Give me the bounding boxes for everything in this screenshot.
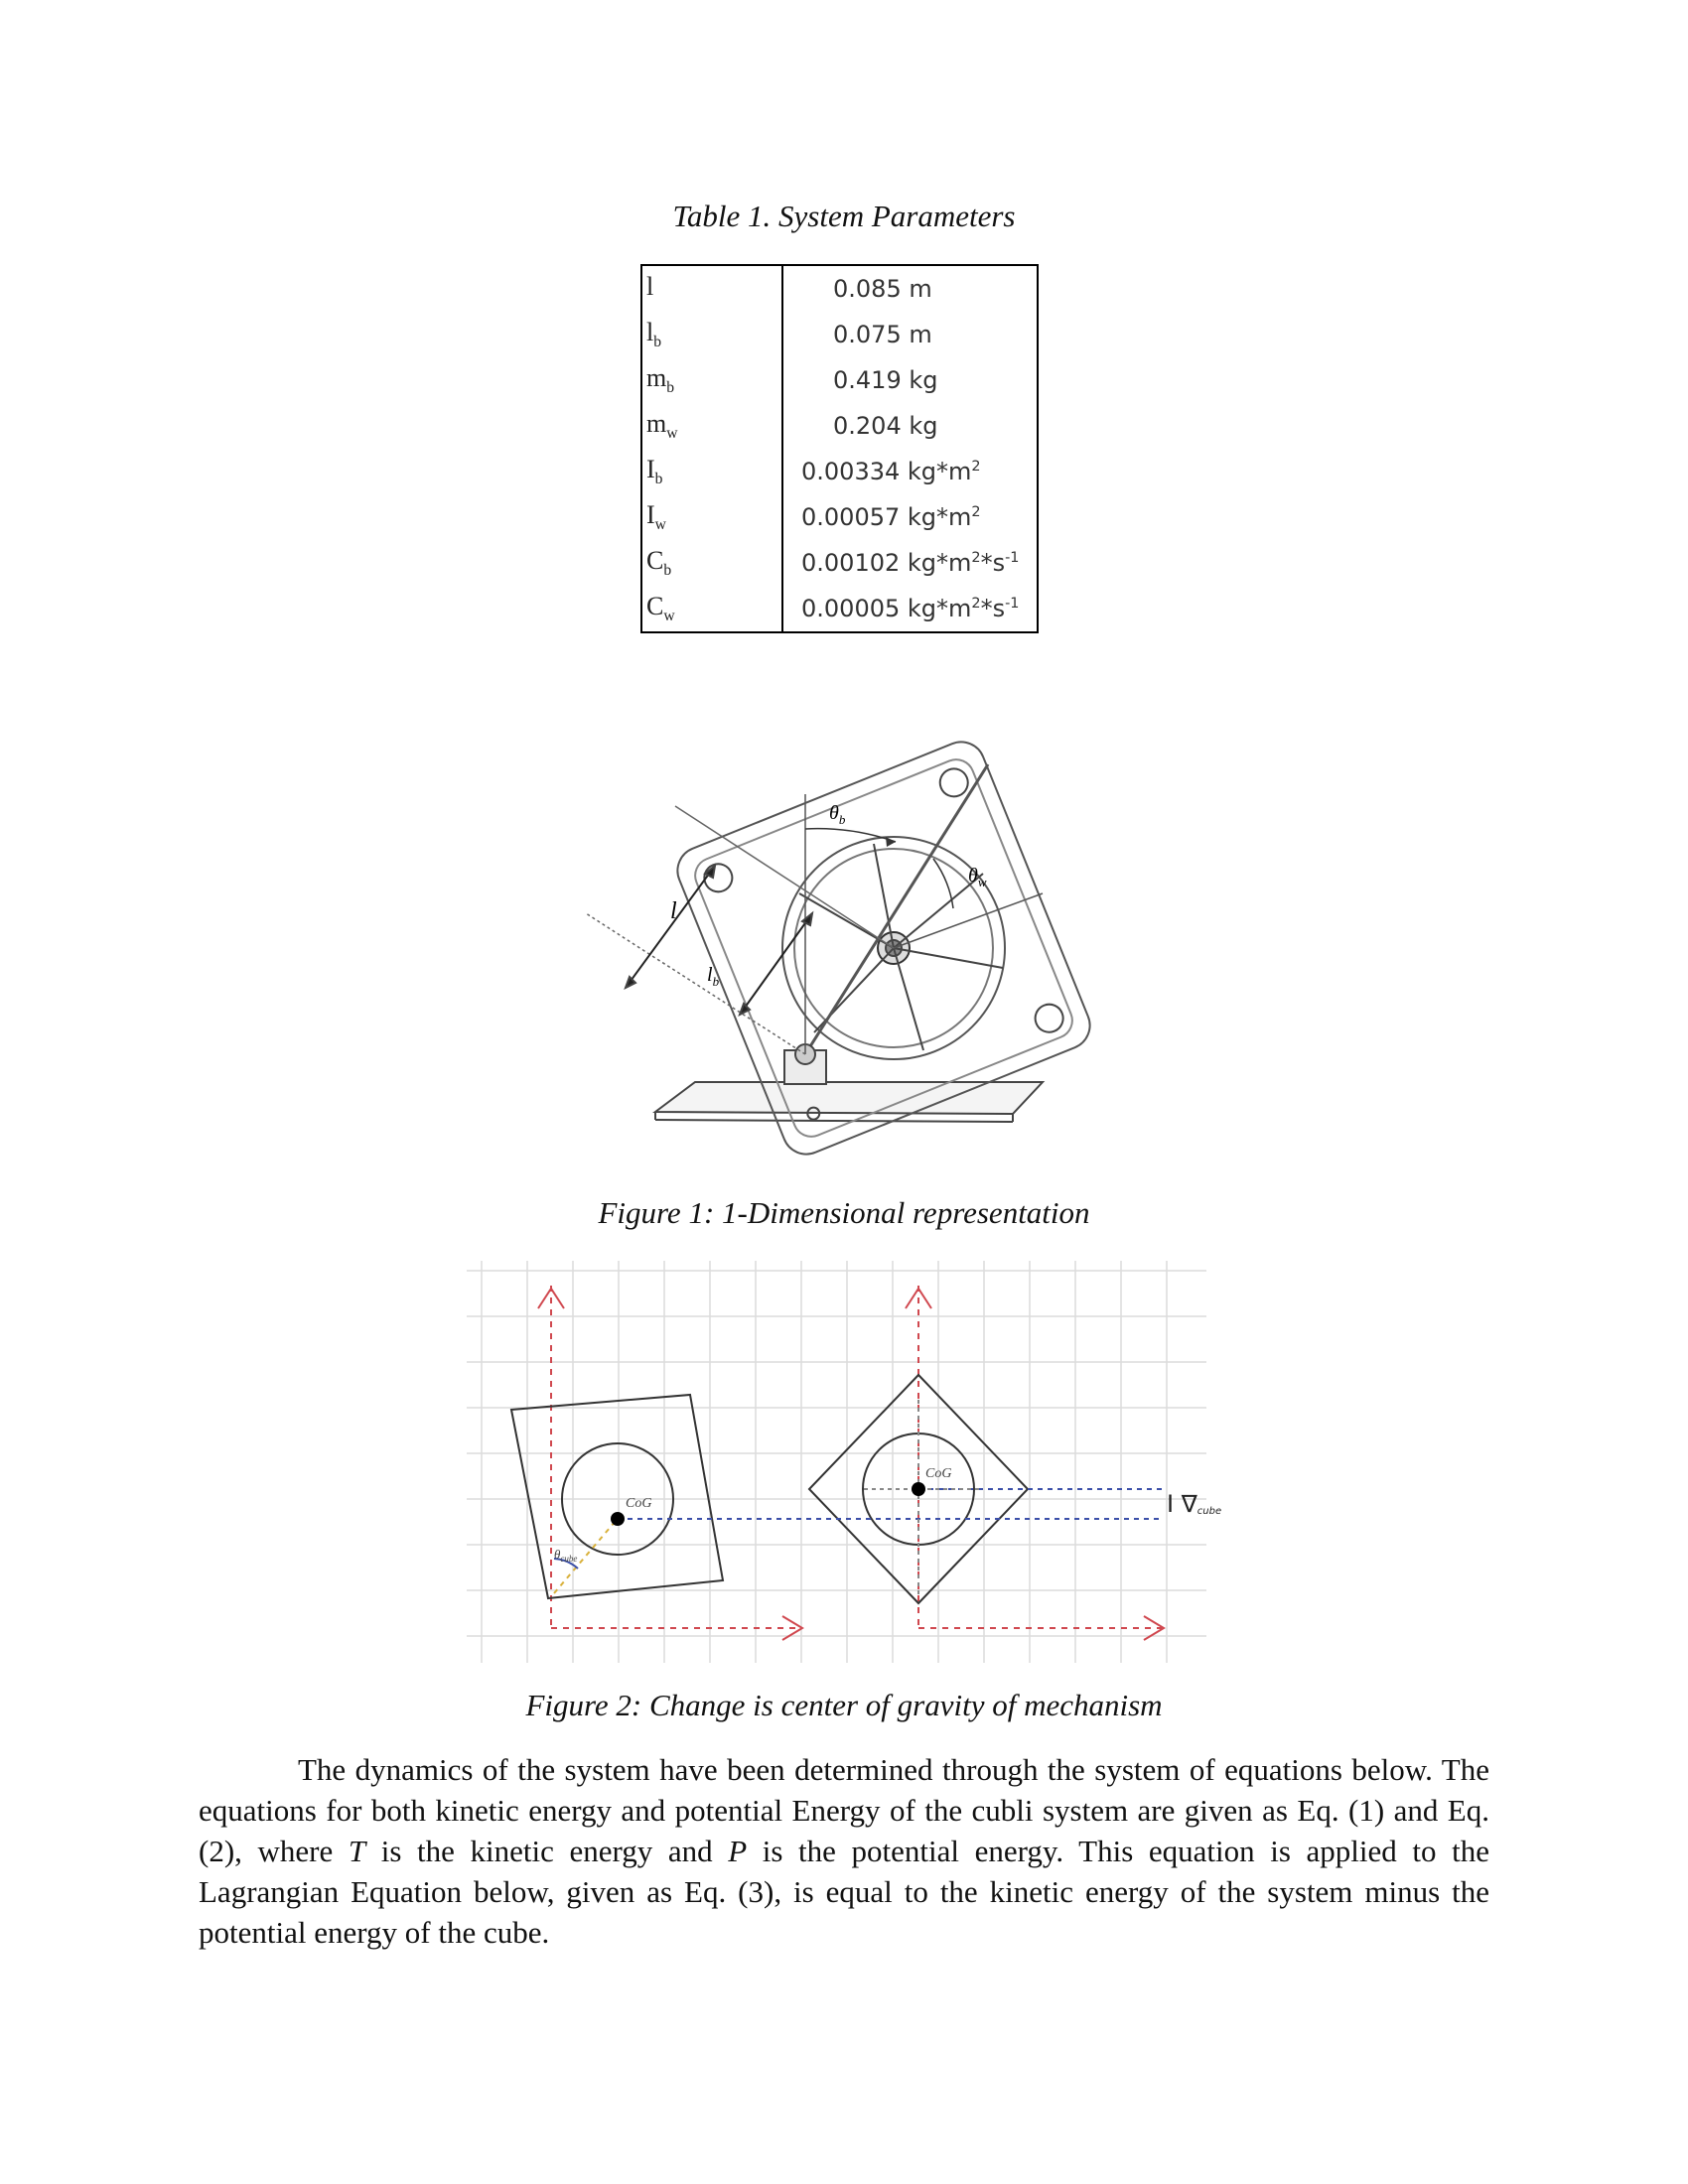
base-plate [655, 1082, 1043, 1114]
fig1-label-lb: $l_b$ [707, 964, 720, 989]
symbol-T: T [348, 1834, 366, 1868]
param-symbol: $l_b$ [641, 312, 782, 357]
fig2-cog-right: CoG [925, 1466, 952, 1481]
table-row [641, 586, 1038, 632]
figure-2-caption: Figure 2: Change is center of gravity of mechanism [525, 1688, 1163, 1722]
table-row [641, 312, 1038, 357]
body-text-1: The dynamics of the system have been determined through the system of equations below. The equations for both kinetic energy and potential Energy of the cubli system are given as Eq. (1) and Eq. (2), where [199, 1752, 1489, 1868]
fig1-label-l: l [670, 898, 677, 924]
param-value: 0.204 kg [833, 412, 938, 440]
param-symbol: $C_w$ [641, 586, 782, 632]
table-row [641, 540, 1038, 586]
param-symbol: $m_b$ [641, 357, 782, 403]
fig1-label-theta-b: $\theta_b$ [829, 802, 846, 827]
param-value: 0.00005 $kg*m^2*s^{-1}$ [801, 595, 1020, 622]
body-text-2: is the kinetic energy and [365, 1834, 729, 1868]
param-value: 0.00057 $kg*m^2$ [801, 503, 981, 531]
figure-1-diagram [596, 735, 1092, 1171]
param-symbol: $m_w$ [641, 403, 782, 449]
fig2-theta-cube: $\theta_{cube}$ [554, 1547, 578, 1564]
param-symbol: l [641, 265, 782, 312]
param-value: 0.00102 $kg*m^2*s^{-1}$ [801, 549, 1020, 577]
symbol-P: P [728, 1834, 748, 1868]
param-value: 0.419 kg [833, 366, 938, 394]
figure-2-diagram [467, 1261, 1222, 1663]
table-caption: Table 1. System Parameters [672, 199, 1016, 233]
body-paragraph [199, 1749, 1489, 1953]
figure-1-caption: Figure 1: 1-Dimensional representation [598, 1195, 1090, 1230]
param-value: 0.00334 $kg*m^2$ [801, 458, 981, 485]
param-value: 0.085 m [833, 275, 932, 303]
fig2-delta-cube: I ∇cube [1167, 1490, 1222, 1518]
system-parameters-table [640, 264, 1039, 633]
table-row [641, 494, 1038, 540]
tilted-cube [511, 1395, 723, 1598]
param-value: 0.075 m [833, 321, 932, 348]
param-symbol: $C_b$ [641, 540, 782, 586]
param-symbol: $I_w$ [641, 494, 782, 540]
fig2-cog-left: CoG [626, 1496, 652, 1511]
table-row [641, 357, 1038, 403]
param-symbol: $I_b$ [641, 449, 782, 494]
body-text-3: is the potential energy. This equation is applied to the Lagrangian Equation below, given as Eq. (3), is equal to the kinetic energy of the system minus the potential energy of the cube. [199, 1834, 1489, 1950]
table-row [641, 403, 1038, 449]
table-row [641, 265, 1038, 312]
fig1-label-theta-w: $\theta_w$ [968, 865, 987, 889]
table-row [641, 449, 1038, 494]
